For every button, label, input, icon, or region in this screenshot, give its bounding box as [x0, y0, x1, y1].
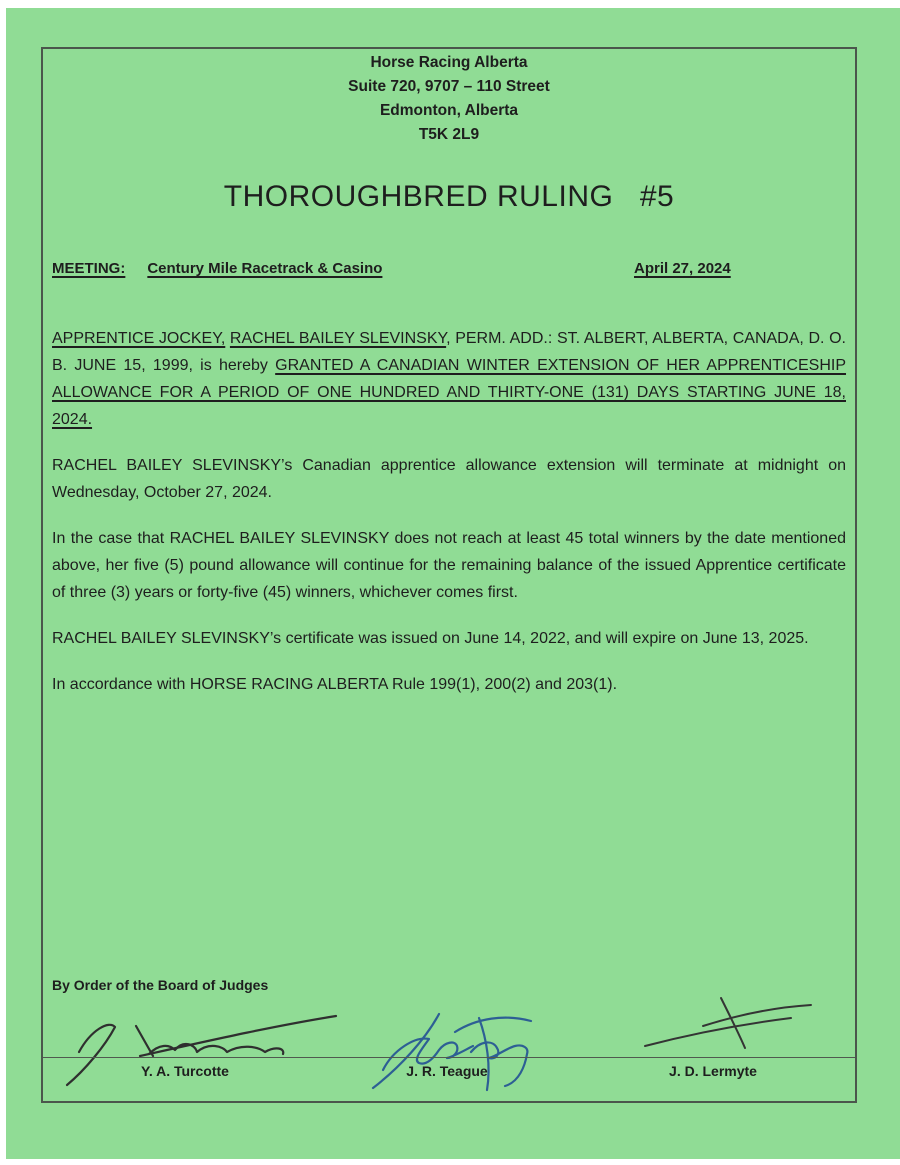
- paragraph-certificate-dates: RACHEL BAILEY SLEVINSKY’s certificate was issued on June 14, 2022, and will expire on June 13, 2025.: [52, 630, 809, 647]
- signatory-name-teague: J. R. Teague: [406, 1063, 488, 1079]
- meeting-row: [52, 260, 842, 277]
- signature-rule-line: [43, 1057, 855, 1058]
- paragraph-termination: RACHEL BAILEY SLEVINSKY’s Canadian apprentice allowance extension will terminate at midnight on Wednesday, October 27, 2024.: [52, 457, 846, 501]
- signatory-name-turcotte: Y. A. Turcotte: [141, 1063, 229, 1079]
- document-sheet: [6, 8, 900, 1159]
- org-postal-code: T5K 2L9: [418, 126, 480, 143]
- by-order-line: By Order of the Board of Judges: [52, 977, 269, 993]
- org-name: Horse Racing Alberta: [370, 54, 528, 71]
- lermyte-signature: [645, 998, 811, 1048]
- org-address-line1: Suite 720, 9707 – 110 Street: [348, 78, 550, 95]
- paragraph-allowance-condition: In the case that RACHEL BAILEY SLEVINSKY does not reach at least 45 total winners by the date mentioned above, her five (5) pound allowance will continue for the remaining balance of the issued Apprentice certificate of three (3) years or forty-five (45) winners, whichever comes first.: [52, 530, 846, 601]
- meeting-date: April 27, 2024: [634, 260, 731, 277]
- meeting-label: MEETING:: [52, 260, 126, 277]
- paragraph-ruling-grant: APPRENTICE JOCKEY, RACHEL BAILEY SLEVINSKY, PERM. ADD.: ST. ALBERT, ALBERTA, CANADA, D. O. B. JUNE 15, 1999, is hereby GRANTED A CANADIAN WINTER EXTENSION OF HER APPRENTICESHIP ALLOWANCE FOR A PERIOD OF ONE HUNDRED AND THIRTY-ONE (131) DAYS STARTING JUNE 18, 2024.: [52, 330, 847, 428]
- ruling-body: [52, 325, 846, 717]
- org-address-line2: Edmonton, Alberta: [379, 102, 519, 119]
- meeting-venue: Century Mile Racetrack & Casino: [147, 260, 383, 277]
- paragraph-rules-reference: In accordance with HORSE RACING ALBERTA Rule 199(1), 200(2) and 203(1).: [52, 676, 618, 693]
- ruling-frame: [41, 47, 857, 1103]
- document-title: THOROUGHBRED RULING #5: [223, 180, 675, 213]
- letterhead: [43, 51, 855, 147]
- signatory-name-lermyte: J. D. Lermyte: [669, 1063, 757, 1079]
